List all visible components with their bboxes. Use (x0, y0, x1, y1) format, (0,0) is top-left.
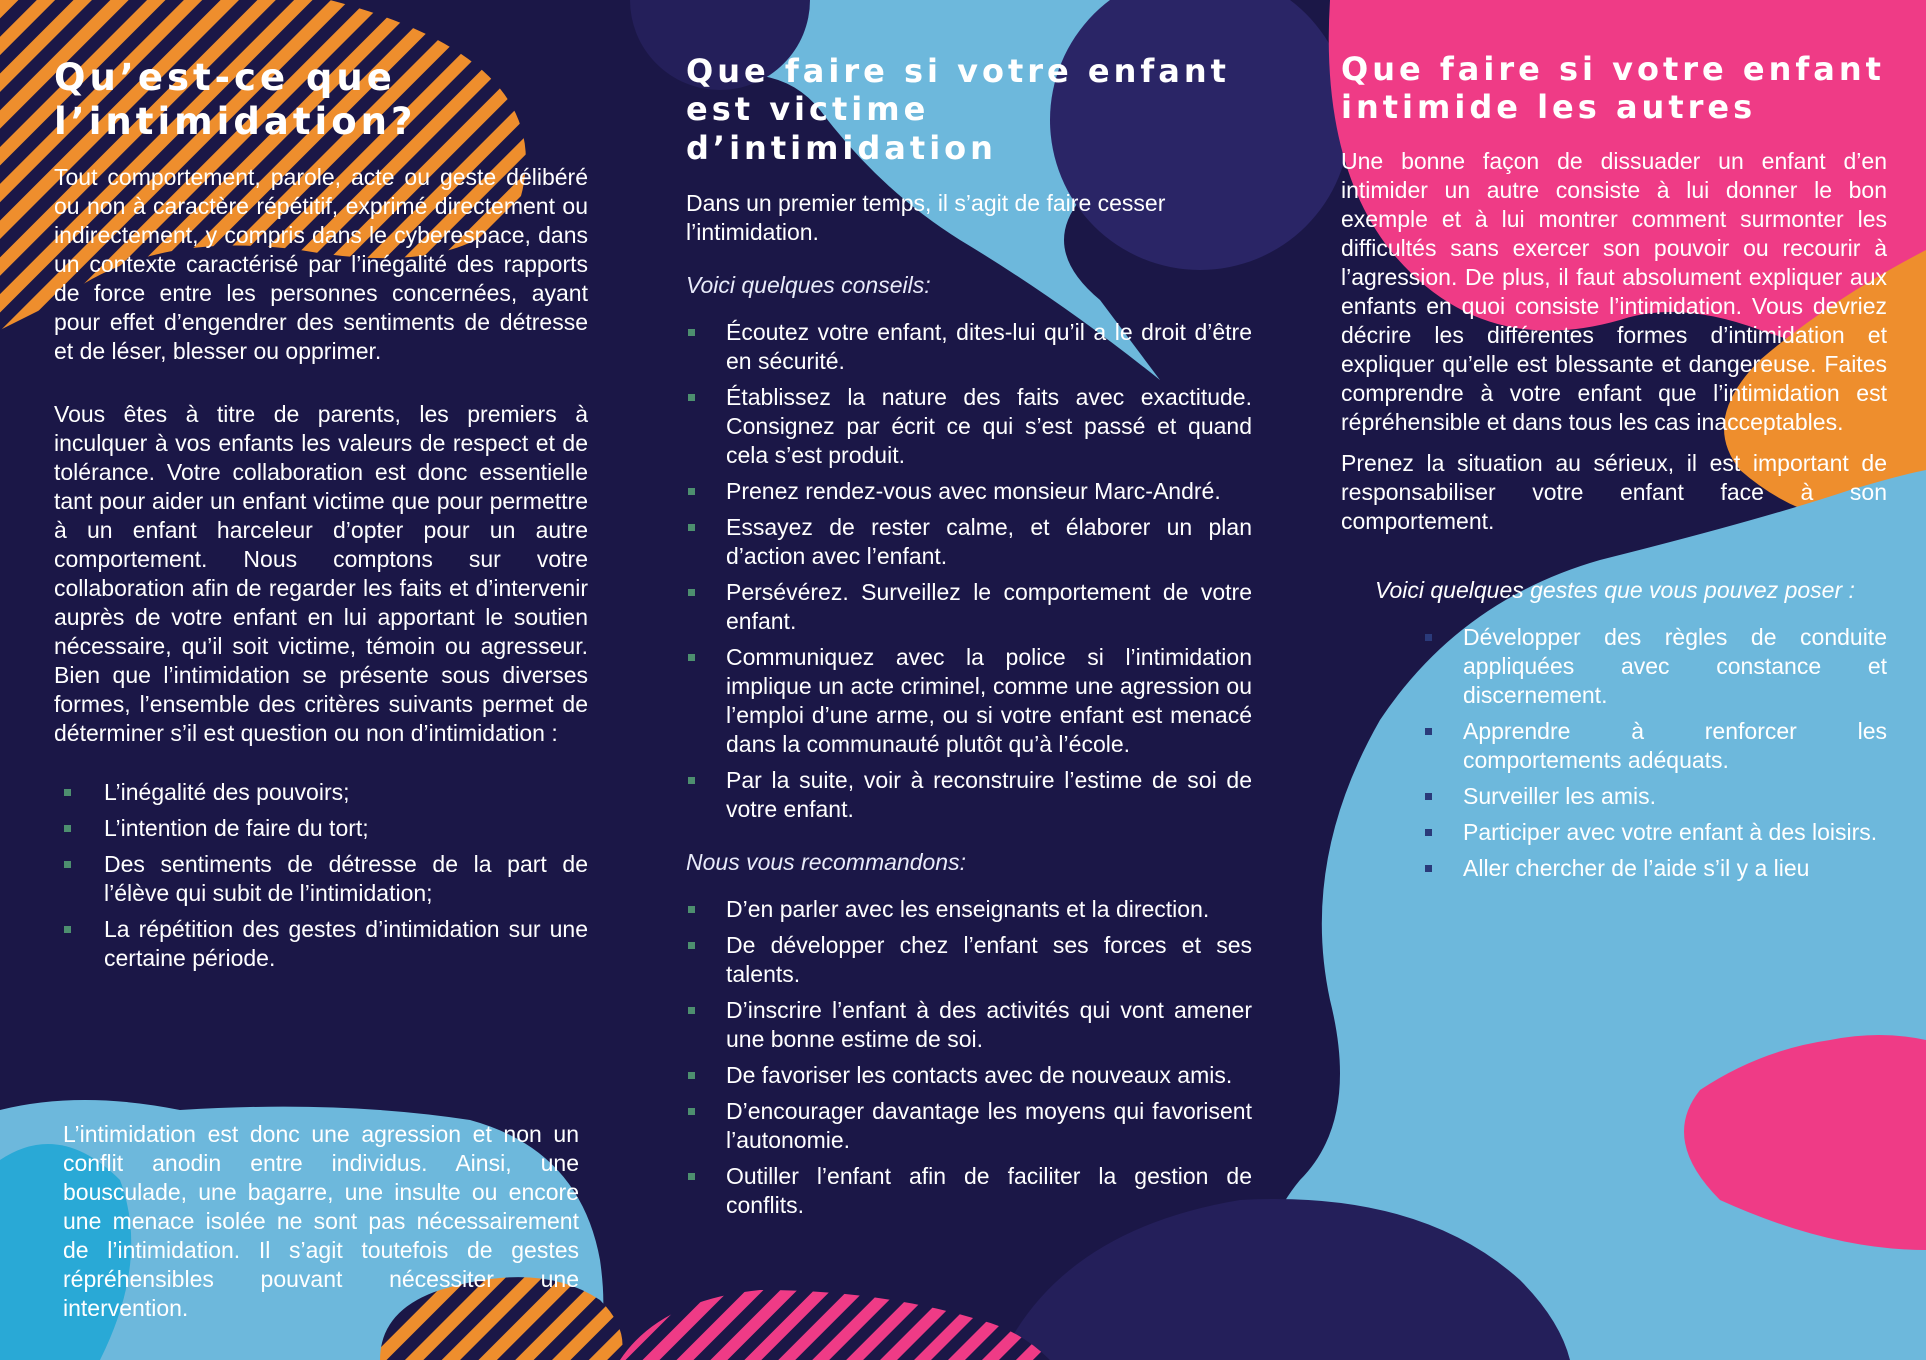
list-item: D’inscrire l’enfant à des activités qui vont amener une bonne estime de soi. (686, 996, 1252, 1054)
list-item: Outiller l’enfant afin de faciliter la gestion de conflits. (686, 1162, 1252, 1220)
list-item: Par la suite, voir à reconstruire l’estime de soi de votre enfant. (686, 766, 1252, 824)
column-bully (1341, 50, 1887, 890)
subheading-actions: Voici quelques gestes que vous pouvez poser : (1375, 576, 1855, 603)
list-item: Apprendre à renforcer les comportements adéquats. (1341, 717, 1887, 775)
list-item: Aller chercher de l’aide s’il y a lieu (1341, 854, 1887, 883)
list-item: D’encourager davantage les moyens qui favorisent l’autonomie. (686, 1097, 1252, 1155)
criteria-list (54, 778, 588, 973)
list-item: De favoriser les contacts avec de nouveaux amis. (686, 1061, 1252, 1090)
list-item: Persévérez. Surveillez le comportement de votre enfant. (686, 578, 1252, 636)
title-bully: Que faire si votre enfant intimide les autres (1341, 50, 1885, 127)
list-item: Essayez de rester calme, et élaborer un plan d’action avec l’enfant. (686, 513, 1252, 571)
bully-paragraph: Une bonne façon de dissuader un enfant d’en intimider un autre consiste à lui donner le bon exemple et à lui montrer comment surmonter les difficultés sans exercer son pouvoir ou recourir à l’agression. De plus, il faut absolument expliquer aux enfants en quoi consiste l’intimidation. Vous devriez décrire les différentes formes d’intimidation et expliquer qu’elle est blessante et dangereuse. Faites comprendre à votre enfant que l’intimidation est répréhensible et dans tous les cas inacceptables. (1341, 147, 1887, 435)
list-item: La répétition des gestes d’intimidation sur une certaine période. (54, 915, 588, 973)
column-victim (686, 52, 1252, 1227)
list-item: L’intention de faire du tort; (54, 814, 588, 843)
list-item: De développer chez l’enfant ses forces et ses talents. (686, 931, 1252, 989)
subheading-recommendations: Nous vous recommandons: (686, 849, 966, 876)
list-item: Communiquez avec la police si l’intimidation implique un acte criminel, comme une agression ou l’emploi d’une arme, ou si votre enfant est menacé dans la communauté plutôt qu’à l’école. (686, 643, 1252, 759)
list-item: Établissez la nature des faits avec exactitude. Consignez par écrit ce qui s’est passé et quand cela s’est produit. (686, 383, 1252, 470)
tips-list (686, 318, 1252, 824)
conclusion-box (63, 1120, 579, 1323)
parents-paragraph: Vous êtes à titre de parents, les premiers à inculquer à vos enfants les valeurs de respect et de tolérance. Votre collaboration est donc essentielle tant pour aider un enfant victime que pour permettre à un enfant harceleur d’opter pour un autre comportement. Nous comptons sur votre collaboration afin de regarder les faits et d’intervenir auprès de votre enfant en lui apportant le soutien nécessaire, qu’il soit victime, témoin ou agresseur. Bien que l’intimidation se présente sous diverses formes, l’ensemble des critères suivants permet de déterminer s’il est question ou non d’intimidation : (54, 400, 588, 746)
list-item: Développer des règles de conduite appliquées avec constance et discernement. (1341, 623, 1887, 710)
list-item: L’inégalité des pouvoirs; (54, 778, 588, 807)
recommendations-list (686, 895, 1252, 1220)
responsibility-paragraph: Prenez la situation au sérieux, il est important de responsabiliser votre enfant face à son comportement. (1341, 449, 1887, 534)
title-what-is-bullying: Qu’est-ce que l’intimidation? (54, 56, 417, 144)
definition-paragraph: Tout comportement, parole, acte ou geste délibéré ou non à caractère répétitif, exprimé directement ou indirectement, y compris dans le cyberespace, dans un contexte caractérisé par l’inégalité des rapports de force entre les personnes concernées, ayant pour effet d’engendrer des sentiments de détresse et de léser, blesser ou opprimer. (54, 163, 588, 364)
column-what-is-bullying (54, 56, 588, 980)
list-item: Participer avec votre enfant à des loisirs. (1341, 818, 1887, 847)
list-item: Écoutez votre enfant, dites-lui qu’il a le droit d’être en sécurité. (686, 318, 1252, 376)
subheading-tips: Voici quelques conseils: (686, 272, 931, 299)
list-item: Surveiller les amis. (1341, 782, 1887, 811)
actions-list (1341, 623, 1887, 883)
list-item: Prenez rendez-vous avec monsieur Marc-André. (686, 477, 1252, 506)
list-item: D’en parler avec les enseignants et la direction. (686, 895, 1252, 924)
victim-intro: Dans un premier temps, il s’agit de faire cesser l’intimidation. (686, 190, 1166, 246)
title-victim: Que faire si votre enfant est victime d’intimidation (686, 52, 1230, 167)
conclusion-paragraph: L’intimidation est donc une agression et non un conflit anodin entre individus. Ainsi, une bousculade, une bagarre, une insulte ou encore une menace isolée ne sont pas nécessairement de l’intimidation. Il s’agit toutefois de gestes répréhensibles pouvant nécessiter une intervention. (63, 1121, 579, 1321)
list-item: Des sentiments de détresse de la part de l’élève qui subit de l’intimidation; (54, 850, 588, 908)
